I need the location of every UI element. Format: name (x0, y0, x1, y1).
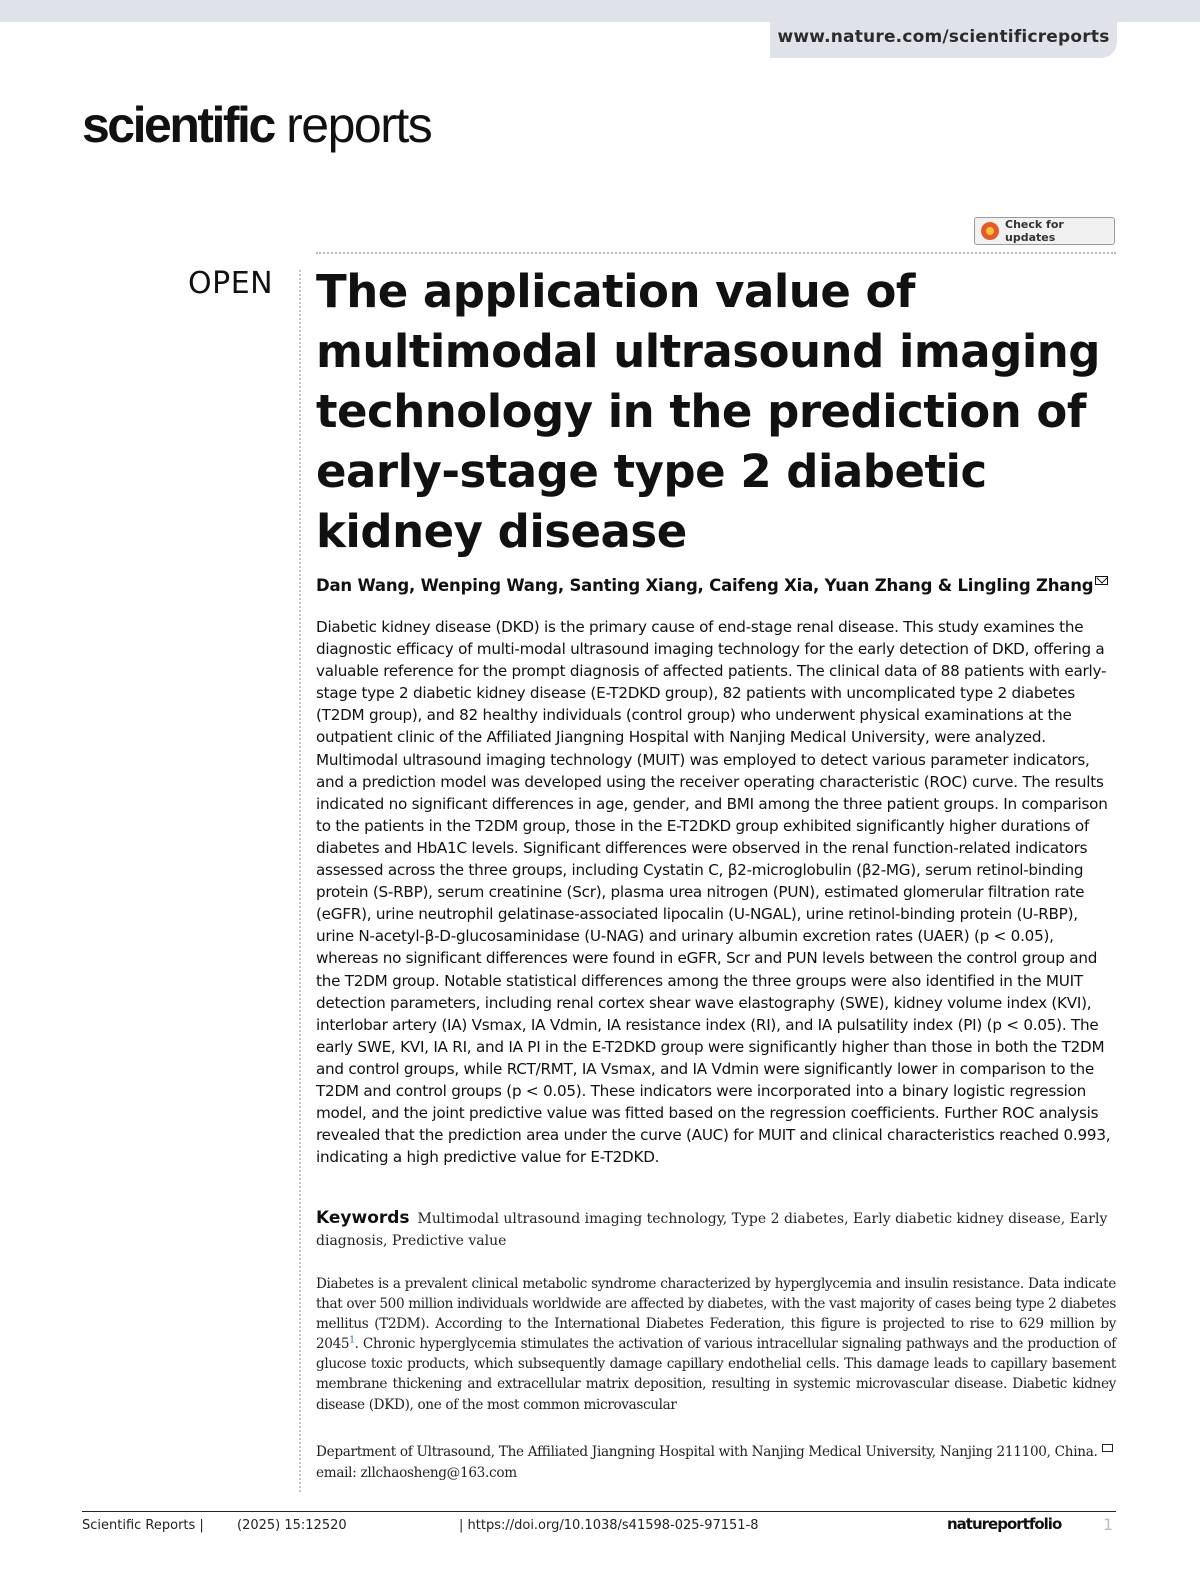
footer-divider (82, 1511, 1116, 1512)
keywords-label: Keywords (316, 1208, 410, 1228)
footer-doi-link[interactable]: | https://doi.org/10.1038/s41598-025-97151-8 (459, 1518, 759, 1533)
nature-portfolio-logo: natureportfolio (947, 1515, 1062, 1533)
reference-link[interactable]: 1 (349, 1335, 355, 1346)
logo-bold: scientific (82, 97, 274, 153)
margin-divider (299, 270, 301, 1492)
article-title: The application value of multimodal ultrasound imaging technology in the prediction of early-stage type 2 diabetic kidney disease (316, 265, 1101, 558)
authors-text[interactable]: Dan Wang, Wenping Wang, Santing Xiang, Caifeng Xia, Yuan Zhang & Lingling Zhang (316, 576, 1094, 595)
email-address[interactable]: email: zllchaosheng@163.com (316, 1465, 517, 1481)
affiliation (316, 1442, 1116, 1484)
affiliation-text: Department of Ultrasound, The Affiliated Jiangning Hospital with Nanjing Medical University, Nanjing 211100, China. (316, 1444, 1098, 1460)
footer-journal: Scientific Reports | (82, 1518, 204, 1533)
body-paragraph (316, 1274, 1116, 1415)
abstract: Diabetic kidney disease (DKD) is the primary cause of end-stage renal disease. This study examines the diagnostic efficacy of multi-modal ultrasound imaging technology for the early detection of DKD, offering a valuable reference for the prompt diagnosis of affected patients. The clinical data of 88 patients with early-stage type 2 diabetic kidney disease (E-T2DKD group), 82 patients with uncomplicated type 2 diabetes (T2DM group), and 82 healthy individuals (control group) who underwent physical examinations at the outpatient clinic of the Affiliated Jiangning Hospital with Nanjing Medical University, were analyzed. Multimodal ultrasound imaging technology (MUIT) was employed to detect various parameter indicators, and a prediction model was developed using the receiver operating characteristic (ROC) curve. The results indicated no significant differences in age, gender, and BMI among the three patient groups. In comparison to the patients in the T2DM group, those in the E-T2DKD group exhibited significantly higher durations of diabetes and HbA1C levels. Significant differences were observed in the renal function-related indicators assessed across the three groups, including Cystatin C, β2-microglobulin (β2-MG), serum retinol-binding protein (S-RBP), serum creatinine (Scr), plasma urea nitrogen (PUN), estimated glomerular filtration rate (eGFR), urine neutrophil gelatinase-associated lipocalin (U-NGAL), urine retinol-binding protein (U-RBP), urine N-acetyl-β-D-glucosaminidase (U-NAG) and urinary albumin excretion rates (UAER) (p < 0.05), whereas no significant differences were found in eGFR, Scr and PUN levels between the control group and the T2DM group. Notable statistical differences among the three groups were also identified in the MUIT detection parameters, including renal cortex shear wave elastography (SWE), kidney volume index (KVI), interlobar artery (IA) Vsmax, IA Vdmin, IA resistance index (RI), and IA pulsatility index (PI) (p < 0.05). The early SWE, KVI, IA RI, and IA PI in the E-T2DKD group were significantly higher than those in both the T2DM and control groups, while RCT/RMT, IA Vsmax, and IA Vdmin were significantly lower in comparison to the T2DM and control groups (p < 0.05). These indicators were incorporated into a binary logistic regression model, and the joint predictive value was fitted based on the regression coefficients. Further ROC analysis revealed that the prediction area under the curve (AUC) for MUIT and clinical characteristics reached 0.993, indicating a high predictive value for E-T2DKD. (316, 618, 1111, 1167)
keywords (316, 1207, 1116, 1252)
header-divider (316, 252, 1116, 254)
logo-light: reports (273, 97, 432, 153)
journal-logo[interactable] (82, 97, 432, 153)
keywords-text: Multimodal ultrasound imaging technology, Type 2 diabetes, Early diabetic kidney disease, Early diagnosis, Predictive value (316, 1211, 1108, 1249)
journal-url[interactable]: www.nature.com/scientificreports (770, 0, 1117, 58)
author-list (316, 576, 1116, 595)
check-updates-label: Check for updates (1005, 218, 1064, 244)
email-icon-small (1102, 1444, 1113, 1452)
body-text-cont: . Chronic hyperglycemia stimulates the activation of various intracellular signaling pathways and the production of glucose toxic products, which subsequently damage capillary endothelial cells. This damage leads to capillary basement membrane thickening and extracellular matrix deposition, resulting in systemic microvascular disease. Diabetic kidney disease (DKD), one of the most common microvascular (316, 1336, 1116, 1413)
open-access-label: OPEN (188, 266, 274, 301)
body-text: Diabetes is a prevalent clinical metabolic syndrome characterized by hyperglycemia and insulin resistance. Data indicate that over 500 million individuals worldwide are affected by diabetes, with the vast majority of cases being type 2 diabetes mellitus (T2DM). According to the International Diabetes Federation, this figure is projected to rise to 629 million by 2045 (316, 1276, 1116, 1353)
page-number: 1 (1103, 1515, 1114, 1534)
footer-volume: (2025) 15:12520 (237, 1518, 347, 1533)
check-updates-button[interactable] (974, 217, 1115, 245)
email-icon[interactable] (1095, 576, 1108, 585)
crossmark-icon (981, 222, 999, 240)
